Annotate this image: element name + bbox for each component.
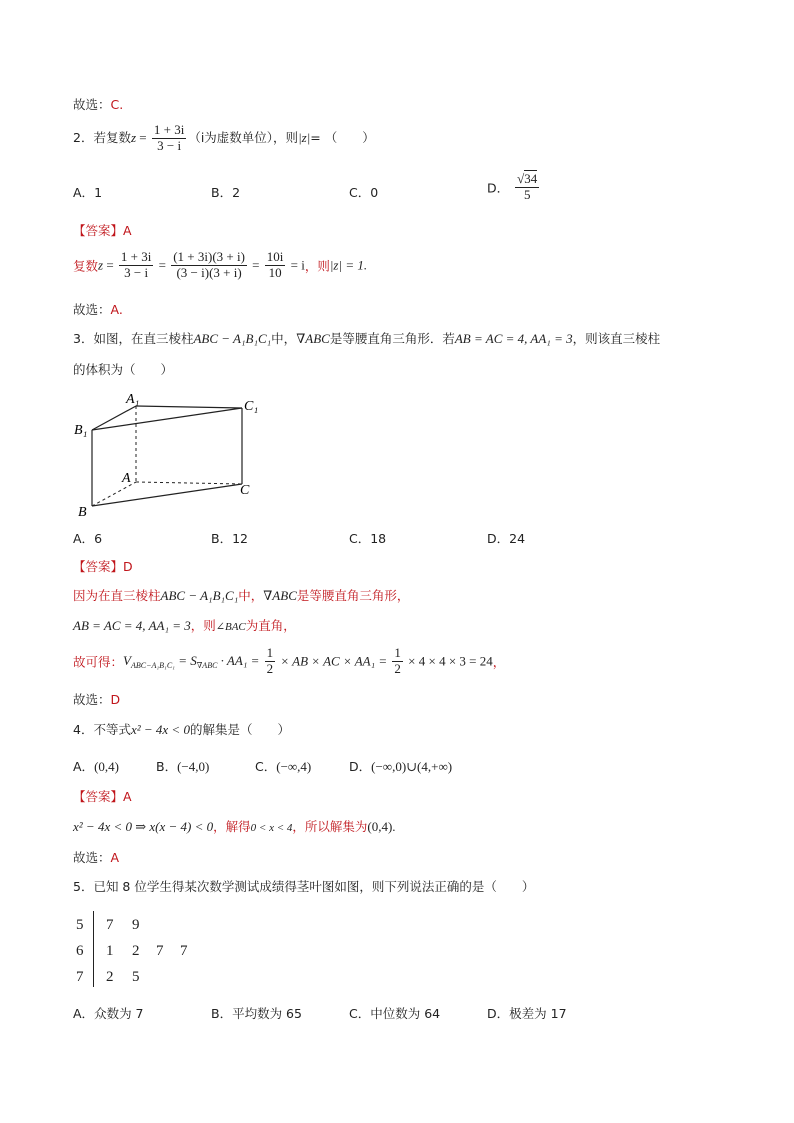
math-result: |z| = 1. <box>329 257 368 273</box>
prism-figure <box>70 388 270 520</box>
edge-B1C1 <box>92 408 242 430</box>
stem-text: 不等式 <box>93 722 131 737</box>
option-fraction <box>515 172 539 203</box>
answer-value: A <box>123 223 132 238</box>
solution-text: ，所以解集为 <box>292 819 368 834</box>
option-label: A． <box>73 185 95 200</box>
volume-subscript: ABC−A₁B₁C₁ <box>130 660 175 670</box>
choose-value: A <box>110 850 120 865</box>
label-A1: A₁ <box>126 392 140 407</box>
frac-denominator: (3 − i)(3 + i) <box>176 264 242 280</box>
leaf-value: 2 <box>106 969 114 985</box>
math-expr <box>123 653 263 668</box>
solution-text: 因为在直三棱柱 <box>73 588 161 603</box>
math-result: × 4 × 4 × 3 = 24 <box>404 653 493 669</box>
solution-text: 是等腰直角三角形， <box>296 588 410 603</box>
q4-stem <box>73 720 290 738</box>
q4-choose-line <box>73 848 119 866</box>
answer-label: 【答案】 <box>73 223 124 238</box>
option-value: 2 <box>232 185 241 200</box>
frac-numerator: 1 + 3i <box>120 249 152 264</box>
question-number: 5． <box>73 879 94 894</box>
math-expr: ∠BAC <box>215 621 246 633</box>
solution-text: 复数 <box>73 258 99 274</box>
option-label: D． <box>349 759 372 774</box>
math-expr: AB = AC = 4, AA₁ = 3 <box>454 331 573 346</box>
area-subscript: ∇ABC <box>196 660 218 670</box>
math-abs: |z| <box>298 129 311 145</box>
option-value: 平均数为 65 <box>232 1006 302 1021</box>
solution-fraction-3 <box>265 250 286 281</box>
option-label: A． <box>73 759 95 774</box>
math-op: = <box>155 257 170 273</box>
solution-fraction-2 <box>171 250 247 281</box>
stem-value: 6 <box>76 943 84 959</box>
option-label: B． <box>211 185 233 200</box>
q3-answer <box>73 557 133 575</box>
option-value: (−∞,0)∪(4,+∞) <box>371 759 453 774</box>
math-op: · AA₁ = <box>217 652 263 668</box>
option-value: (0,4) <box>94 759 119 774</box>
q5-option-c[interactable] <box>349 1004 440 1022</box>
volume-symbol: V <box>123 652 131 668</box>
q2-option-b[interactable] <box>211 183 240 201</box>
option-label: A． <box>73 531 95 546</box>
math-result: (0,4). <box>367 819 396 834</box>
choose-label: 故选： <box>73 850 111 865</box>
stem-text: 中， <box>271 331 297 346</box>
math-expr: ABC − A₁B₁C₁ <box>160 588 239 603</box>
option-label: B． <box>211 531 233 546</box>
choose-value: A. <box>110 302 123 317</box>
stem-text: 若复数 <box>93 129 131 145</box>
option-value: 极差为 17 <box>509 1006 567 1021</box>
choose-label: 故选： <box>73 302 111 317</box>
math-expr: ABC − A₁B₁C₁ <box>193 331 272 346</box>
half-fraction <box>392 646 403 677</box>
q2-solution <box>73 250 367 281</box>
stem-text: 的解集是（ ） <box>189 722 290 737</box>
edge-AC <box>136 482 242 484</box>
leaf-value: 5 <box>132 969 140 985</box>
solution-fraction-1 <box>119 250 153 281</box>
frac-denominator: 5 <box>523 186 531 202</box>
option-label: D． <box>487 180 510 196</box>
q5-option-a[interactable] <box>73 1004 144 1022</box>
option-value: 12 <box>232 531 248 546</box>
stem-text: ，则该直三棱柱 <box>572 331 661 346</box>
math-expr: x² − 4x < 0 ⇒ x(x − 4) < 0 <box>73 819 214 834</box>
stem-text: 是等腰直角三角形．若 <box>329 331 455 346</box>
option-label: B． <box>156 759 178 774</box>
solution-text: 为直角， <box>245 618 296 633</box>
q3-choose-line <box>73 690 120 708</box>
stem-text: （i为虚数单位），则 <box>188 129 299 145</box>
frac-denominator: 3 − i <box>124 264 149 280</box>
option-label: B． <box>211 1006 233 1021</box>
q4-answer <box>73 787 132 805</box>
q3-stem-line1 <box>73 329 660 347</box>
math-var: z <box>98 257 104 273</box>
label-A: A <box>122 471 131 486</box>
option-value: 24 <box>509 531 526 546</box>
q5-option-d[interactable] <box>487 1004 567 1022</box>
math-op: = <box>136 129 150 145</box>
math-expr: ∇ABC <box>296 331 330 346</box>
q1-choose-line <box>73 95 123 113</box>
stem-divider <box>93 911 94 987</box>
choose-label: 故选： <box>73 692 111 707</box>
choose-label: 故选： <box>73 97 111 112</box>
q4-option-b[interactable] <box>156 757 209 775</box>
solution-text: ，则 <box>304 258 330 274</box>
edge-A1C1 <box>136 406 242 408</box>
q4-option-d[interactable] <box>349 757 452 775</box>
label-C1: C₁ <box>244 399 259 414</box>
option-label: C． <box>255 759 277 774</box>
stem-value: 5 <box>76 917 84 933</box>
math-expr: AB = AC = 4, AA₁ = 3 <box>73 618 191 633</box>
option-value: 中位数为 64 <box>370 1006 441 1021</box>
option-value: (−∞,4) <box>276 759 312 774</box>
solution-text: ，则 <box>190 618 216 633</box>
question-number: 4． <box>73 722 94 737</box>
q3-solution-line3 <box>73 646 505 677</box>
frac-numerator: 1 <box>394 645 401 660</box>
label-B1: B₁ <box>74 423 88 438</box>
leaf-value: 7 <box>180 943 188 959</box>
leaf-value: 9 <box>132 917 140 933</box>
q3-option-b[interactable] <box>211 529 248 547</box>
choose-value: D <box>110 692 121 707</box>
math-expr: 0 < x < 4 <box>250 822 293 834</box>
q2-choose-line <box>73 300 123 318</box>
q5-option-b[interactable] <box>211 1004 302 1022</box>
q3-solution-line1 <box>73 586 409 604</box>
stem-fraction <box>152 123 186 154</box>
math-result: = i <box>287 257 305 273</box>
option-value: 0 <box>370 185 379 200</box>
math-op: = <box>103 257 117 273</box>
frac-numerator: 10i <box>266 249 284 264</box>
q2-option-c[interactable] <box>349 183 378 201</box>
frac-denominator: 3 − i <box>157 137 182 153</box>
q2-option-a[interactable] <box>73 183 102 201</box>
stem-value: 7 <box>76 969 84 985</box>
q5-stem <box>73 877 534 895</box>
choose-value: C. <box>110 97 124 112</box>
solution-text: ， <box>492 654 506 670</box>
frac-numerator: (1 + 3i)(3 + i) <box>173 249 245 264</box>
option-label: C． <box>349 1006 371 1021</box>
q4-option-c[interactable] <box>255 757 311 775</box>
answer-label: 【答案】 <box>73 559 124 574</box>
frac-denominator: 10 <box>268 264 282 280</box>
question-number: 2． <box>73 129 94 145</box>
frac-numerator: 1 <box>266 645 274 660</box>
q3-option-d[interactable] <box>487 529 525 547</box>
edge-BC <box>92 484 242 506</box>
solution-text: 中， <box>238 588 264 603</box>
frac-denominator: 2 <box>394 660 401 676</box>
solution-text: ，解得 <box>213 819 251 834</box>
option-label: D． <box>487 531 510 546</box>
stem-text: 如图，在直三棱柱 <box>93 331 194 346</box>
option-label: D． <box>487 1006 510 1021</box>
option-value: (−4,0) <box>177 759 210 774</box>
q4-solution <box>73 817 396 835</box>
math-expr: × AB × AC × AA₁ = <box>277 653 391 669</box>
leaf-value: 7 <box>106 917 114 933</box>
question-number: 3． <box>73 331 94 346</box>
option-value: 1 <box>94 185 103 200</box>
q4-option-a[interactable] <box>73 757 119 775</box>
q3-option-c[interactable] <box>349 529 386 547</box>
answer-label: 【答案】 <box>73 789 124 804</box>
half-fraction <box>265 646 276 677</box>
frac-numerator: 1 + 3i <box>153 122 185 137</box>
answer-value: A <box>123 789 132 804</box>
solution-text: 故可得： <box>73 654 124 670</box>
math-op: = <box>248 257 263 273</box>
option-value: 众数为 7 <box>94 1006 144 1021</box>
q3-option-a[interactable] <box>73 529 102 547</box>
leaf-value: 1 <box>106 943 114 959</box>
q2-stem <box>73 123 375 154</box>
option-label: A． <box>73 1006 95 1021</box>
q2-answer <box>73 221 132 239</box>
stem-text: = （ ） <box>310 129 375 145</box>
math-var: z <box>130 129 137 145</box>
leaf-value: 7 <box>156 943 164 959</box>
option-value: 6 <box>94 531 103 546</box>
math-expr: ∇ABC <box>263 588 297 603</box>
q3-solution-line2 <box>73 616 296 634</box>
math-op: = S <box>174 652 197 668</box>
sqrt-radicand: 34 <box>524 171 538 186</box>
leaf-value: 2 <box>132 943 140 959</box>
label-C: C <box>240 483 250 498</box>
stem-text: 的体积为（ ） <box>73 362 174 377</box>
label-B: B <box>78 505 87 520</box>
frac-numerator: √34 <box>517 171 538 186</box>
option-value: 18 <box>370 531 387 546</box>
stem-text: 已知 8 位学生得某次数学测试成绩得茎叶图如图，则下列说法正确的是（ ） <box>93 879 535 894</box>
q2-option-d[interactable] <box>487 172 541 203</box>
frac-denominator: 2 <box>266 660 274 676</box>
option-label: C． <box>349 531 371 546</box>
answer-value: D <box>123 559 133 574</box>
option-label: C． <box>349 185 371 200</box>
math-expr: x² − 4x < 0 <box>130 722 190 737</box>
q3-stem-line2 <box>73 360 173 378</box>
